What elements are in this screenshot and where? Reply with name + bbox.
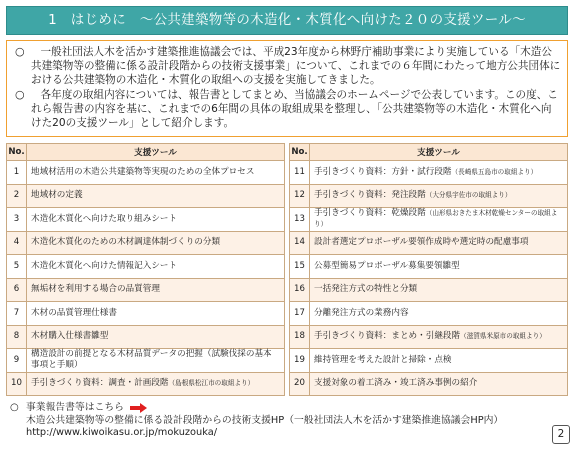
tool-name: 構造設計の前提となる木材品質データの把握（試験伐採の基本事項と手順）	[31, 349, 272, 371]
tool-source-note: （山形県おきたま木材乾燥センターの取組より）	[314, 209, 558, 229]
table-header-row	[290, 144, 568, 161]
report-url-link[interactable]: http://www.kiwoikasu.or.jp/mokuzouka/	[26, 427, 218, 438]
row-number: 14	[290, 231, 310, 255]
row-number: 5	[7, 255, 27, 279]
tool-name-cell	[27, 255, 285, 279]
table-row	[290, 208, 568, 232]
column-header-no: No.	[290, 144, 310, 161]
tool-source-note: （長崎県五島市の取組より）	[451, 167, 538, 176]
tool-name: 地域材の定義	[31, 190, 83, 201]
table-row	[290, 231, 568, 255]
tool-name-cell	[27, 302, 285, 326]
tool-name-cell	[310, 278, 568, 302]
column-header-no: No.	[7, 144, 27, 161]
row-number: 10	[7, 372, 27, 396]
table-row	[290, 184, 568, 208]
table-body-left	[7, 161, 285, 396]
tool-source-note: （滋賀県米原市の取組より）	[460, 332, 546, 341]
support-tools-table-left	[6, 143, 285, 396]
row-number: 18	[290, 325, 310, 349]
row-number: 17	[290, 302, 310, 326]
table-row	[7, 161, 285, 185]
tool-name-cell	[27, 231, 285, 255]
tool-name: 木造化木質化のための木材調達体制づくりの分類	[31, 237, 221, 248]
row-number: 6	[7, 278, 27, 302]
table-body-right	[290, 161, 568, 396]
table-row	[290, 325, 568, 349]
footer-heading: 事業報告書等はこちら	[26, 402, 124, 413]
tool-name: 木材購入仕様書雛型	[31, 331, 109, 342]
tool-name: 手引きづくり資料：乾燥段階	[314, 208, 426, 219]
tool-name-cell	[27, 184, 285, 208]
right-arrow-icon	[130, 403, 148, 413]
tool-name: 手引きづくり資料：方針・試行段階	[314, 166, 452, 177]
tool-name: 手引きづくり資料：まとめ・引継段階	[314, 331, 461, 342]
table-row	[7, 325, 285, 349]
tool-name-cell	[27, 325, 285, 349]
table-row	[290, 372, 568, 396]
tool-name-cell	[310, 302, 568, 326]
tool-name-cell	[310, 372, 568, 396]
tool-source-note: （島根県松江市の取組より）	[168, 379, 255, 388]
tool-source-note: （大分県宇佐市の取組より）	[425, 191, 512, 200]
intro-paragraph-2	[15, 88, 561, 130]
tool-name: 維持管理を考えた設計と掃除・点検	[314, 354, 452, 365]
table-row	[7, 302, 285, 326]
table-row	[7, 231, 285, 255]
tool-name: 手引きづくり資料：発注段階	[314, 190, 426, 201]
table-row	[290, 302, 568, 326]
row-number: 15	[290, 255, 310, 279]
column-header-tool: 支援ツール	[310, 144, 568, 161]
table-row	[7, 278, 285, 302]
tool-name-cell	[310, 349, 568, 373]
tool-name-cell	[310, 231, 568, 255]
page-number: 2	[552, 425, 570, 444]
row-number: 16	[290, 278, 310, 302]
table-row	[290, 349, 568, 373]
row-number: 3	[7, 208, 27, 232]
tool-name-cell	[310, 208, 568, 232]
page-title: 1 はじめに ～公共建築物等の木造化・木質化へ向けた２０の支援ツール～	[6, 6, 568, 35]
row-number: 12	[290, 184, 310, 208]
table-row	[7, 208, 285, 232]
row-number: 2	[7, 184, 27, 208]
tool-name: 支援対象の着工済み・竣工済み事例の紹介	[314, 378, 478, 389]
row-number: 4	[7, 231, 27, 255]
intro-text-1: 一般社団法人木を活かす建築推進協議会では、平成23年度から林野庁補助事業により実施している「木造公共建築物等の整備に係る設計段階からの技術支援事業」について、これまでの６年間にわたって地方公共団体における公共建築物の木造化・木質化の取組への支援を実施してきました。	[31, 46, 561, 86]
row-number: 19	[290, 349, 310, 373]
tool-name: 一括発注方式の特性と分類	[314, 284, 418, 295]
footer	[10, 402, 540, 448]
row-number: 11	[290, 161, 310, 185]
tool-name: 地域材活用の木造公共建築物等実現のための全体プロセス	[31, 166, 255, 177]
table-row	[290, 278, 568, 302]
tool-name-cell	[27, 349, 285, 373]
tool-name: 手引きづくり資料：調査・計画段階	[31, 378, 169, 389]
tool-name: 木材の品質管理仕様書	[31, 307, 117, 318]
table-row	[7, 255, 285, 279]
circle-bullet-icon: ○	[15, 88, 25, 101]
circle-bullet-icon: ○	[10, 402, 19, 413]
footer-heading-line	[10, 402, 540, 415]
support-tools-tables	[6, 143, 568, 396]
intro-box	[6, 40, 568, 137]
row-number: 20	[290, 372, 310, 396]
tool-name: 無垢材を利用する場合の品質管理	[31, 284, 160, 295]
support-tools-table-right	[289, 143, 568, 396]
table-row	[7, 349, 285, 373]
intro-paragraph-1	[15, 45, 561, 87]
table-row	[290, 161, 568, 185]
row-number: 1	[7, 161, 27, 185]
row-number: 7	[7, 302, 27, 326]
table-row	[290, 255, 568, 279]
table-row	[7, 372, 285, 396]
circle-bullet-icon: ○	[15, 45, 25, 58]
row-number: 13	[290, 208, 310, 232]
tool-name: 公募型簡易プロポーザル募集要領雛型	[314, 260, 460, 271]
tool-name: 設計者選定プロポーザル要領作成時や選定時の配慮事項	[314, 237, 529, 248]
tool-name-cell	[310, 325, 568, 349]
tool-name: 分離発注方式の業務内容	[314, 307, 409, 318]
tool-name-cell	[27, 161, 285, 185]
tool-name-cell	[27, 372, 285, 396]
tool-name-cell	[310, 184, 568, 208]
row-number: 9	[7, 349, 27, 373]
tool-name-cell	[310, 255, 568, 279]
tool-name: 木造化木質化へ向けた情報記入シート	[31, 260, 178, 271]
tool-name-cell	[27, 208, 285, 232]
tool-name: 木造化木質化へ向けた取り組みシート	[31, 213, 178, 224]
intro-text-2: 各年度の取組内容については、報告書としてまとめ、当協議会のホームページで公表しています。この度、これら報告書の内容を基に、これまでの6年間の具体の取組成果を整理し、「公共建築物等の木造化・木質化へ向けた20の支援ツール」として紹介します。	[31, 89, 558, 129]
row-number: 8	[7, 325, 27, 349]
report-site-link[interactable]: 木造公共建築物等の整備に係る設計段階からの技術支援HP（一般社団法人木を活かす建築推進協議会HP内）	[26, 414, 504, 426]
table-row	[7, 184, 285, 208]
tool-name-cell	[27, 278, 285, 302]
tool-name-cell	[310, 161, 568, 185]
table-header-row	[7, 144, 285, 161]
column-header-tool: 支援ツール	[27, 144, 285, 161]
